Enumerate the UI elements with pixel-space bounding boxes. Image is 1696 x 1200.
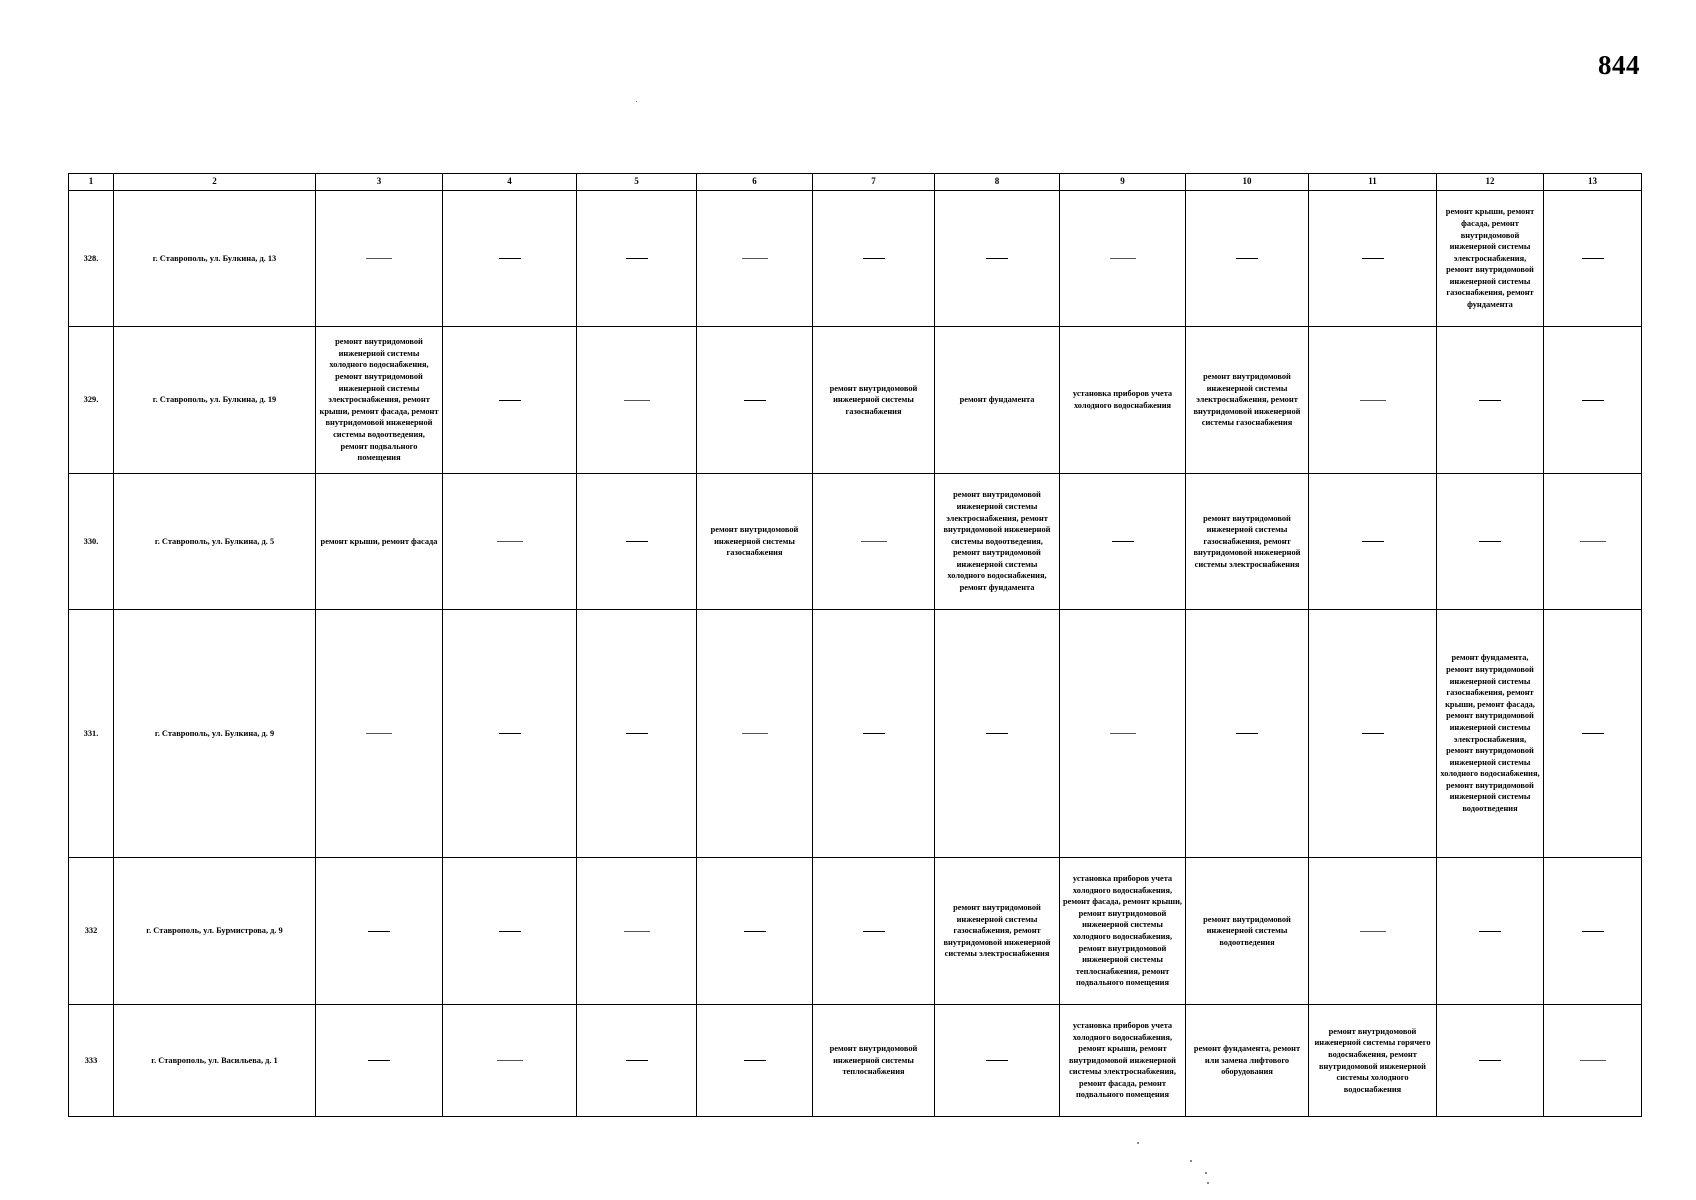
column-header: 7 (813, 174, 935, 191)
empty-cell (316, 858, 443, 1005)
empty-cell (1309, 191, 1437, 327)
empty-cell (1437, 327, 1544, 474)
dash-mark (366, 733, 392, 734)
dash-mark (368, 931, 390, 932)
empty-cell (1309, 474, 1437, 610)
dash-mark (366, 258, 392, 259)
empty-cell (935, 1005, 1060, 1117)
scan-speck (636, 101, 637, 102)
work-description: установка приборов учета холодного водоснабжения (1060, 327, 1186, 474)
empty-cell (443, 327, 577, 474)
work-description: ремонт внутридомовой инженерной системы газоснабжения, ремонт внутридомовой инженерной системы электроснабжения (1186, 474, 1309, 610)
table-row (69, 1005, 1642, 1117)
empty-cell (697, 610, 813, 858)
empty-cell (697, 858, 813, 1005)
column-header: 5 (577, 174, 697, 191)
empty-cell (1186, 191, 1309, 327)
address-cell: г. Ставрополь, ул. Бурмистрова, д. 9 (114, 858, 316, 1005)
dash-mark (1362, 541, 1384, 542)
empty-cell (813, 474, 935, 610)
empty-cell (697, 1005, 813, 1117)
work-description: ремонт внутридомовой инженерной системы газоснабжения (697, 474, 813, 610)
dash-mark (499, 931, 521, 932)
dash-mark (1479, 541, 1501, 542)
dash-mark (1360, 400, 1386, 401)
empty-cell (316, 191, 443, 327)
dash-mark (1582, 400, 1604, 401)
dash-mark (626, 258, 648, 259)
column-header: 9 (1060, 174, 1186, 191)
dash-mark (744, 400, 766, 401)
dash-mark (1362, 733, 1384, 734)
dash-mark (1236, 258, 1258, 259)
address-cell: г. Ставрополь, ул. Булкина, д. 13 (114, 191, 316, 327)
dash-mark (626, 1060, 648, 1061)
column-header: 2 (114, 174, 316, 191)
work-description: ремонт крыши, ремонт фасада, ремонт внутридомовой инженерной системы электроснабжения, ремонт внутридомовой инженерной системы газоснабжения, ремонт фундамента (1437, 191, 1544, 327)
work-description: ремонт внутридомовой инженерной системы горячего водоснабжения, ремонт внутридомовой инженерной системы холодного водоснабжения (1309, 1005, 1437, 1117)
dash-mark (744, 931, 766, 932)
dash-mark (1110, 258, 1136, 259)
work-description: ремонт внутридомовой инженерной системы газоснабжения (813, 327, 935, 474)
empty-cell (1544, 610, 1642, 858)
dash-mark (744, 1060, 766, 1061)
column-header: 11 (1309, 174, 1437, 191)
empty-cell (813, 858, 935, 1005)
empty-cell (1060, 474, 1186, 610)
column-header: 3 (316, 174, 443, 191)
table-row (69, 191, 1642, 327)
dash-mark (863, 258, 885, 259)
scan-speck (1137, 1142, 1139, 1144)
address-cell: г. Ставрополь, ул. Булкина, д. 19 (114, 327, 316, 474)
row-number: 332 (69, 858, 114, 1005)
address-cell: г. Ставрополь, ул. Булкина, д. 9 (114, 610, 316, 858)
dash-mark (742, 258, 768, 259)
empty-cell (1309, 610, 1437, 858)
column-header: 6 (697, 174, 813, 191)
row-number: 329. (69, 327, 114, 474)
work-description: установка приборов учета холодного водоснабжения, ремонт фасада, ремонт крыши, ремонт внутридомовой инженерной системы холодного водоснабжения, ремонт внутридомовой инженерной системы теплоснабжения, ремонт подвального помещения (1060, 858, 1186, 1005)
dash-mark (1582, 733, 1604, 734)
empty-cell (1060, 191, 1186, 327)
dash-mark (1479, 931, 1501, 932)
empty-cell (813, 191, 935, 327)
column-header: 1 (69, 174, 114, 191)
row-number: 330. (69, 474, 114, 610)
column-header: 10 (1186, 174, 1309, 191)
work-description: ремонт фундамента (935, 327, 1060, 474)
empty-cell (1437, 1005, 1544, 1117)
dash-mark (624, 931, 650, 932)
empty-cell (577, 1005, 697, 1117)
dash-mark (1580, 1060, 1606, 1061)
work-description: ремонт фундамента, ремонт или замена лифтового оборудования (1186, 1005, 1309, 1117)
empty-cell (1186, 610, 1309, 858)
empty-cell (697, 191, 813, 327)
empty-cell (443, 858, 577, 1005)
empty-cell (1437, 858, 1544, 1005)
scan-speck (1190, 1160, 1192, 1162)
dash-mark (626, 733, 648, 734)
empty-cell (813, 610, 935, 858)
empty-cell (935, 191, 1060, 327)
empty-cell (935, 610, 1060, 858)
empty-cell (1544, 474, 1642, 610)
column-header: 13 (1544, 174, 1642, 191)
empty-cell (316, 610, 443, 858)
empty-cell (443, 1005, 577, 1117)
table-row (69, 474, 1642, 610)
row-number: 331. (69, 610, 114, 858)
empty-cell (1437, 474, 1544, 610)
work-description: ремонт внутридомовой инженерной системы электроснабжения, ремонт внутридомовой инженерной системы газоснабжения (1186, 327, 1309, 474)
empty-cell (1309, 858, 1437, 1005)
empty-cell (1309, 327, 1437, 474)
dash-mark (1479, 1060, 1501, 1061)
address-cell: г. Ставрополь, ул. Булкина, д. 5 (114, 474, 316, 610)
dash-mark (497, 541, 523, 542)
dash-mark (986, 258, 1008, 259)
empty-cell (1060, 610, 1186, 858)
work-description: установка приборов учета холодного водоснабжения, ремонт крыши, ремонт внутридомовой инженерной системы электроснабжения, ремонт фасада, ремонт подвального помещения (1060, 1005, 1186, 1117)
empty-cell (577, 327, 697, 474)
empty-cell (316, 1005, 443, 1117)
dash-mark (1112, 541, 1134, 542)
dash-mark (986, 733, 1008, 734)
scan-speck (1205, 1172, 1207, 1174)
row-number: 333 (69, 1005, 114, 1117)
empty-cell (443, 191, 577, 327)
table-row (69, 610, 1642, 858)
dash-mark (1580, 541, 1606, 542)
header-row (69, 174, 1642, 191)
dash-mark (499, 400, 521, 401)
dash-mark (1236, 733, 1258, 734)
table-row (69, 327, 1642, 474)
work-description: ремонт внутридомовой инженерной системы холодного водоснабжения, ремонт внутридомовой инженерной системы электроснабжения, ремонт крыши, ремонт фасада, ремонт внутридомовой инженерной системы водоотведения, ремонт подвального помещения (316, 327, 443, 474)
dash-mark (624, 400, 650, 401)
work-description: ремонт внутридомовой инженерной системы электроснабжения, ремонт внутридомовой инженерной системы водоотведения, ремонт внутридомовой инженерной системы холодного водоснабжения, ремонт фундамента (935, 474, 1060, 610)
dash-mark (1362, 258, 1384, 259)
dash-mark (1110, 733, 1136, 734)
empty-cell (1544, 1005, 1642, 1117)
table-row (69, 858, 1642, 1005)
dash-mark (499, 258, 521, 259)
empty-cell (443, 474, 577, 610)
column-header: 8 (935, 174, 1060, 191)
works-table (68, 173, 1642, 1117)
dash-mark (861, 541, 887, 542)
page-number: 844 (1598, 50, 1640, 80)
empty-cell (1544, 191, 1642, 327)
empty-cell (1544, 858, 1642, 1005)
work-description: ремонт фундамента, ремонт внутридомовой инженерной системы газоснабжения, ремонт крыши, ремонт фасада, ремонт внутридомовой инженерной системы электроснабжения, ремонт внутридомовой инженерной системы холодного водоснабжения, ремонт внутридомовой инженерной системы водоотведения (1437, 610, 1544, 858)
dash-mark (742, 733, 768, 734)
dash-mark (499, 733, 521, 734)
dash-mark (1582, 258, 1604, 259)
table-body (69, 191, 1642, 1117)
empty-cell (577, 474, 697, 610)
row-number: 328. (69, 191, 114, 327)
dash-mark (863, 733, 885, 734)
work-description: ремонт внутридомовой инженерной системы теплоснабжения (813, 1005, 935, 1117)
empty-cell (697, 327, 813, 474)
dash-mark (626, 541, 648, 542)
dash-mark (1582, 931, 1604, 932)
column-header: 12 (1437, 174, 1544, 191)
work-description: ремонт внутридомовой инженерной системы водоотведения (1186, 858, 1309, 1005)
dash-mark (1479, 400, 1501, 401)
dash-mark (368, 1060, 390, 1061)
address-cell: г. Ставрополь, ул. Васильева, д. 1 (114, 1005, 316, 1117)
empty-cell (1544, 327, 1642, 474)
dash-mark (863, 931, 885, 932)
dash-mark (497, 1060, 523, 1061)
dash-mark (1360, 931, 1386, 932)
work-description: ремонт внутридомовой инженерной системы газоснабжения, ремонт внутридомовой инженерной системы электроснабжения (935, 858, 1060, 1005)
dash-mark (986, 1060, 1008, 1061)
scan-speck (1207, 1182, 1209, 1184)
empty-cell (577, 191, 697, 327)
work-description: ремонт крыши, ремонт фасада (316, 474, 443, 610)
empty-cell (577, 610, 697, 858)
column-header: 4 (443, 174, 577, 191)
empty-cell (577, 858, 697, 1005)
empty-cell (443, 610, 577, 858)
